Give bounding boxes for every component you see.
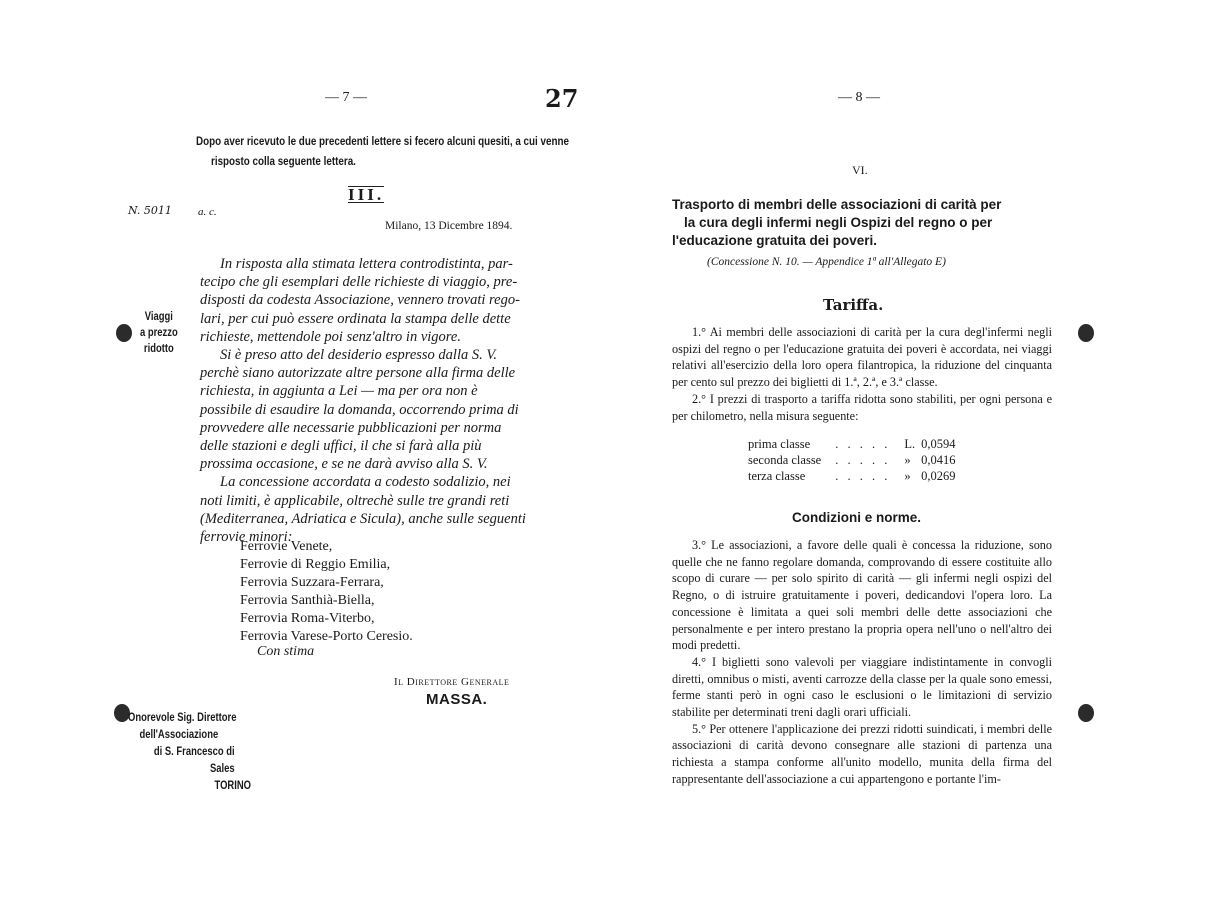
fare-currency: » [904,452,911,467]
fare-row [748,436,962,452]
letter-line: La concessione accordata a codesto sodalizio, nei [220,474,511,491]
signer-name: MASSA. [426,691,488,708]
fare-price: 0,0416 [921,452,956,467]
letter-line: In risposta alla stimata lettera controdistinta, par- [220,256,513,272]
margin-note-line: a prezzo [140,327,178,339]
letter-line: lari, per cui può essere ordinata la stampa delle dette [200,310,511,327]
letter-line: perchè siano autorizzate altre persone alla firma delle [200,365,516,382]
stamp-number: 27 [545,84,579,113]
railway-item: Ferrovia Roma-Viterbo, [240,611,375,626]
addressee-line: TORINO [214,780,251,792]
paragraph-3: 3.° Le associazioni, a favore delle quali è concessa la riduzione, sono quelle che ne fanno regolare domanda, comprovando di essere costituite allo scopo di curare — per solo spirito di carità — gli infermi negli ospizi del Regno, o di istruire gratuitamente i poveri, dedicandovi l'opera loro. La concessione è limitata a quei soli membri delle dette associazioni che personalmente e per intero prestano la propria opera nell'uno o nell'altro dei modi predetti. [672,538,1052,653]
fare-class: prima classe [748,436,811,451]
margin-note [140,309,178,357]
place-date: Milano, 13 Dicembre 1894. [385,220,513,232]
addressee-line: di S. Francesco di Sales [153,746,235,775]
paragraph-1: 1.° Ai membri delle associazioni di carità per la cura degl'infermi negli ospizi del regno o per l'educazione gratuita dei poveri è accordata, nei viaggi relativi all'esercizio della loro opera filantropica, la riduzione del cinquanta per cento sul prezzo dei biglietti di 1.ª, 2.ª, e 3.ª classe. [672,325,1052,390]
railway-item: Ferrovia Santhià-Biella, [240,593,375,608]
fare-dots: . . . . . [835,452,891,467]
letter-line: noti limiti, è applicabile, oltrechè sulle tre grandi reti [200,492,510,509]
fare-dots: . . . . . [835,468,891,483]
railway-item: Ferrovie Venete, [240,539,333,554]
fare-price: 0,0269 [921,468,956,483]
letter-line: prossima occasione, e se ne darà avviso alla S. V. [200,456,488,473]
concession-ref: (Concessione N. 10. — Appendice 1ª all'Allegato E) [707,256,946,268]
railway-item: Ferrovie di Reggio Emilia, [240,557,391,572]
fare-price: 0,0594 [921,436,956,451]
left-page-number: — 7 — [325,90,367,105]
addressee-line: Onorevole Sig. Direttore [128,712,237,724]
addressee [128,710,251,795]
letter-line: delle stazioni e degli uffici, il che si farà alla più [200,438,482,455]
railway-item: Ferrovia Varese-Porto Ceresio. [240,629,413,644]
letter-line: richiesta, in aggiunta a Lei — ma per ora non è [200,383,478,400]
protocol-suffix: a. c. [198,206,217,218]
letter-body [200,255,545,546]
letter-line: provvedere alle necessarie pubblicazioni per norma [200,419,502,436]
conditions-text [672,537,1052,788]
punch-hole-icon [1078,324,1094,342]
fare-row [748,452,962,468]
signer-title: Il Direttore Generale [394,676,510,688]
section-number-iii: III. [348,185,385,204]
fare-currency: L. [904,436,916,451]
railway-item: Ferrovia Suzzara-Ferrara, [240,575,384,590]
margin-note-line: ridotto [143,343,174,355]
title-line: l'educazione gratuita dei poveri. [672,233,878,248]
tariff-heading: Tariffa. [823,296,884,314]
punch-hole-icon [116,324,132,342]
title-line: Trasporto di membri delle associazioni di carità per [672,197,1002,212]
paragraph-5: 5.° Per ottenere l'applicazione dei prezzi ridotti suindicati, i membri delle associazioni di carità devono consegnare alle stazioni di partenza una richiesta a stampa conforme all'unito modello, munita della firma del rappresentante dell'associazione a cui appartengono e portante l'im- [672,721,1052,786]
letter-line: tecipo che gli esemplari delle richieste di viaggio, pre- [200,274,518,291]
tariff-text [672,324,1052,424]
fares-table [748,436,962,484]
paragraph-2: 2.° I prezzi di trasporto a tariffa ridotta sono stabiliti, per ogni persona e per chilometro, nella misura seguente: [672,391,1052,423]
right-section-number: VI. [852,163,868,177]
letter-line: disposti da codesta Associazione, vennero trovati rego- [200,292,520,309]
conditions-heading: Condizioni e norme. [792,510,922,525]
fare-dots: . . . . . [835,436,891,451]
fare-class: seconda classe [748,452,822,467]
fare-class: terza classe [748,468,806,483]
letter-line: possibile di esaudire la domanda, occorrendo prima di [200,401,519,418]
title-line: la cura degli infermi negli Ospizi del regno o per [684,215,993,230]
protocol-number: N. 5011 [128,204,172,217]
letter-line: ferrovie minori: [200,529,293,546]
punch-hole-icon [1078,704,1094,722]
railway-list [240,538,413,646]
right-page-number: — 8 — [838,90,880,105]
letter-line: Si è preso atto del desiderio espresso dalla S. V. [220,347,497,364]
letter-line: (Mediterranea, Adriatica e Sicula), anche sulle seguenti [200,510,526,527]
paragraph-4: 4.° I biglietti sono valevoli per viaggiare indistintamente in convogli diretti, omnibus o misti, aventi carrozze della classe per la quale sono emessi, ferme stanti però in ogni caso le esclusioni o le limitazioni di servizio stabilite per determinati treni dagli orari ufficiali. [672,654,1052,720]
intro-line-1: Dopo aver ricevuto le due precedenti lettere si fecero alcuni quesiti, a cui venne [196,134,569,148]
intro-line-2: risposto colla seguente lettera. [211,154,356,168]
fare-row [748,468,962,484]
margin-note-line: Viaggi [144,311,173,323]
closing: Con stima [257,644,315,659]
letter-line: richieste, mettendole poi senz'altro in vigore. [200,328,461,345]
addressee-line: dell'Associazione [139,729,219,741]
section-title [672,196,1057,250]
fare-currency: » [904,468,911,483]
